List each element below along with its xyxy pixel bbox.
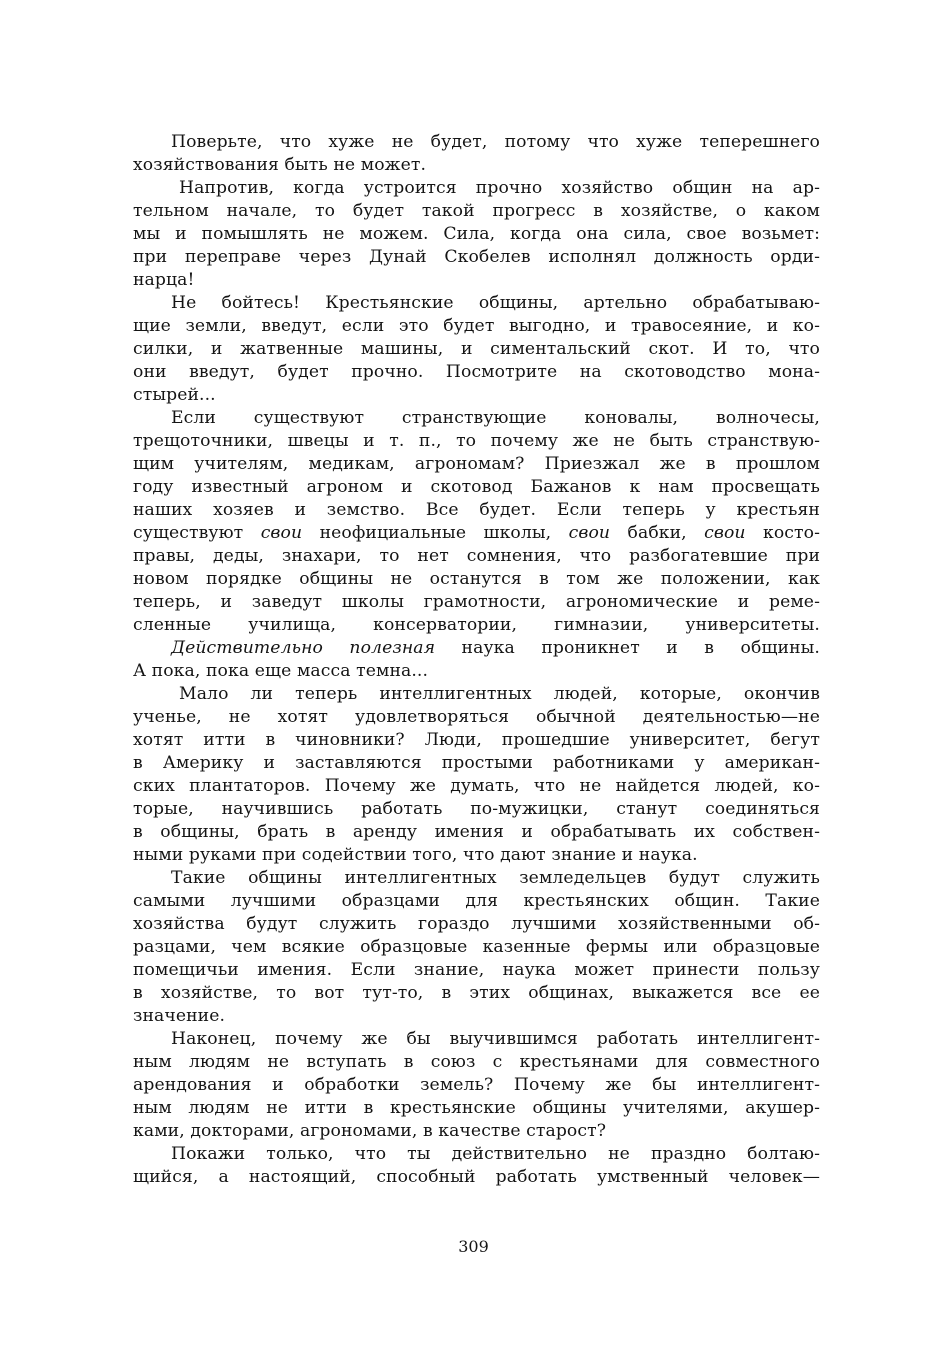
text-line: щим учителям, медикам, агрономам? Приезжал же в прошлом: [133, 454, 820, 474]
emphasis-text: Действительно полезная: [171, 638, 436, 658]
text-line: [133, 637, 820, 660]
text-line: они введут, будет прочно. Посмотрите на скотоводство мона-: [133, 362, 820, 382]
text-line: Не бойтесь! Крестьянские общины, артельно обрабатываю-: [171, 293, 820, 313]
text-run: наука проникнет и в общины.: [435, 638, 820, 658]
text-line: Мало ли теперь интеллигентных людей, которые, окончив: [179, 684, 820, 704]
text-line: Если существуют странствующие коновалы, волночесы,: [171, 408, 820, 428]
emphasis-text: свои: [704, 523, 746, 543]
text-run: косто-: [745, 523, 820, 543]
text-line: арендования и обработки земель? Почему же бы интеллигент-: [133, 1075, 820, 1095]
text-line: новом порядке общины не останутся в том же положении, как: [133, 569, 820, 589]
text-line: году известный агроном и скотовод Бажанов к нам просвещать: [133, 477, 820, 497]
page-body: [133, 131, 820, 1189]
text-line: в общины, брать в аренду имения и обрабатывать их собствен-: [133, 822, 820, 842]
text-line: ным людям не вступать в союз с крестьянами для совместного: [133, 1052, 820, 1072]
text-line: помещичьи имения. Если знание, наука может принести пользу: [133, 960, 820, 980]
text-line: самыми лучшими образцами для крестьянских общин. Такие: [133, 891, 820, 911]
text-line: сленные училища, консерватории, гимназии, университеты.: [133, 615, 820, 635]
emphasis-text: свои: [568, 523, 611, 543]
text-line: Такие общины интеллигентных земледельцев будут служить: [171, 868, 820, 888]
text-run: существуют: [133, 523, 261, 543]
text-line: теперь, и заведут школы грамотности, агрономические и реме-: [133, 592, 820, 612]
text-line: нарца!: [133, 270, 195, 290]
text-line: щие земли, введут, если это будет выгодно, и травосеяние, и ко-: [133, 316, 820, 336]
text-run: неофициальные школы,: [302, 523, 569, 543]
text-line: при переправе через Дунай Скобелев исполнял должность орди-: [133, 247, 820, 267]
text-line: правы, деды, знахари, то нет сомнения, что разбогатевшие при: [133, 546, 820, 566]
text-line: стырей...: [133, 385, 216, 405]
text-line: значение.: [133, 1006, 226, 1026]
text-line: ными руками при содействии того, что дают знание и наука.: [133, 845, 698, 865]
text-line: ками, докторами, агрономами, в качестве старост?: [133, 1121, 607, 1141]
text-line: торые, научившись работать по-мужицки, станут соединяться: [133, 799, 820, 819]
text-line: в хозяйстве, то вот тут-то, в этих общинах, выкажется все ее: [133, 983, 820, 1003]
text-run: бабки,: [610, 523, 705, 543]
text-line: ских плантаторов. Почему же думать, что не найдется людей, ко-: [133, 776, 820, 796]
text-line: А пока, пока еще масса темна...: [133, 661, 429, 681]
text-line: силки, и жатвенные машины, и симентальский скот. И то, что: [133, 339, 820, 359]
text-line: наших хозяев и земство. Все будет. Если теперь у крестьян: [133, 500, 820, 520]
text-line: хозяйства будут служить гораздо лучшими хозяйственными об-: [133, 914, 820, 934]
text-line: Покажи только, что ты действительно не праздно болтаю-: [171, 1144, 820, 1164]
text-line: хотят итти в чиновники? Люди, прошедшие университет, бегут: [133, 730, 820, 750]
text-line: трещоточники, швецы и т. п., то почему же не быть странствую-: [133, 431, 820, 451]
text-line: Наконец, почему же бы выучившимся работать интеллигент-: [171, 1029, 820, 1049]
page-number: 309: [458, 1237, 489, 1256]
text-line: ученье, не хотят удовлетворяться обычной деятельностью—не: [133, 707, 820, 727]
text-line: мы и помышлять не можем. Сила, когда она сила, свое возьмет:: [133, 224, 820, 244]
text-line: ным людям не итти в крестьянские общины учителями, акушер-: [133, 1098, 820, 1118]
text-line: в Америку и заставляются простыми работниками у американ-: [133, 753, 820, 773]
text-line: тельном начале, то будет такой прогресс в хозяйстве, о каком: [133, 201, 820, 221]
text-line: хозяйствования быть не может.: [133, 155, 427, 175]
text-line: [133, 522, 820, 545]
text-line: Поверьте, что хуже не будет, потому что хуже теперешнего: [171, 132, 820, 152]
text-line: Напротив, когда устроится прочно хозяйство общин на ар-: [179, 178, 820, 198]
emphasis-text: свои: [260, 523, 303, 543]
text-line: щийся, а настоящий, способный работать умственный человек—: [133, 1167, 820, 1187]
text-line: разцами, чем всякие образцовые казенные фермы или образцовые: [133, 937, 820, 957]
